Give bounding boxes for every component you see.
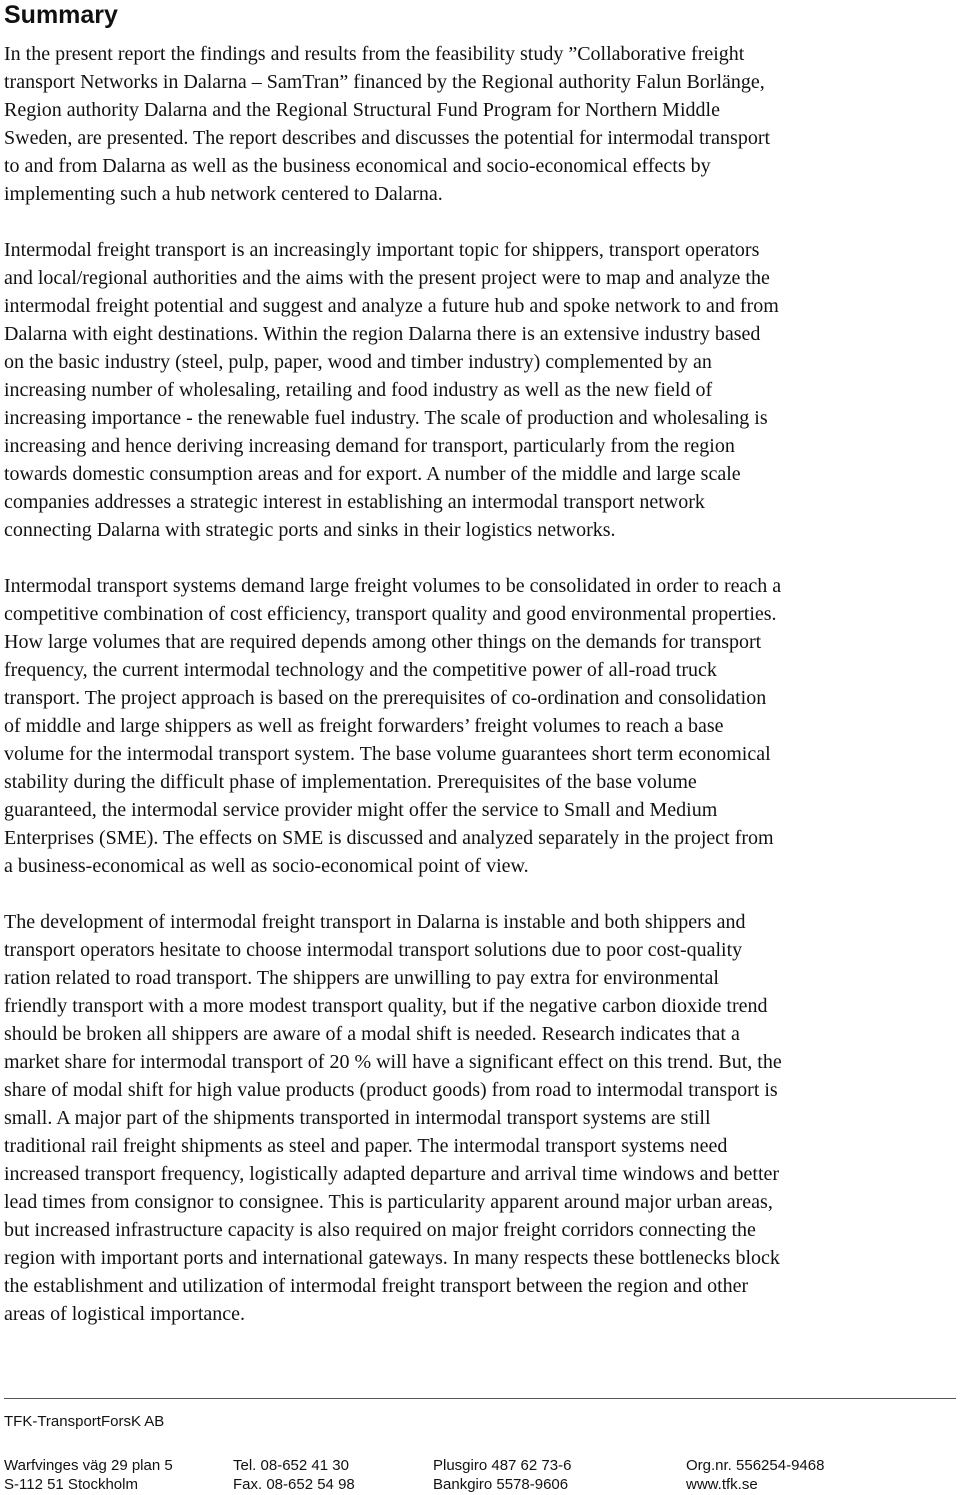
footer-contact [233,1456,355,1494]
section-heading: Summary [4,1,118,29]
footer-plusgiro: Plusgiro 487 62 73-6 [433,1457,572,1474]
footer-bankgiro: Bankgiro 5578-9606 [433,1476,569,1493]
footer-org-number: Org.nr. 556254-9468 [686,1457,825,1474]
footer-postal: S-112 51 Stockholm [4,1476,138,1493]
footer-phone: Tel. 08-652 41 30 [233,1457,349,1474]
footer-website-link[interactable]: www.tfk.se [686,1476,758,1493]
footer-street: Warfvinges väg 29 plan 5 [4,1457,173,1474]
footer-fax: Fax. 08-652 54 98 [233,1476,355,1493]
paragraph-3: Intermodal transport systems demand large freight volumes to be consolidated in order to reach a competitive combination of cost efficiency, transport quality and good environmental properties. How large volumes that are required depends among other things on the demands for transport frequency, the current intermodal technology and the competitive power of all-road truck transport. The project approach is based on the prerequisites of co-ordination and consolidation of middle and large shippers as well as freight forwarders’ freight volumes to reach a base volume for the intermodal transport system. The base volume guarantees short term economical stability during the difficult phase of implementation. Prerequisites of the base volume guaranteed, the intermodal service provider might offer the service to Small and Medium Enterprises (SME). The effects on SME is discussed and analyzed separately in the project from a business-economical as well as socio-economical point of view. [4,575,782,877]
paragraph-4: The development of intermodal freight transport in Dalarna is instable and both shippers and transport operators hesitate to choose intermodal transport solutions due to poor cost-quality ration related to road transport. The shippers are unwilling to pay extra for environmental friendly transport with a more modest transport quality, but if the negative carbon dioxide trend should be broken all shippers are aware of a modal shift is needed. Research indicates that a market share for intermodal transport of 20 % will have a significant effect on this trend. But, the share of modal shift for high value products (product goods) from road to intermodal transport is small. A major part of the shipments transported in intermodal transport systems are still traditional rail freight shipments as steel and paper. The intermodal transport systems need increased transport frequency, logistically adapted departure and arrival time windows and better lead times from consignor to consignee. This is particularity apparent around major urban areas, but increased infrastructure capacity is also required on major freight corridors connecting the region with important ports and international gateways. In many respects these bottlenecks block the establishment and utilization of intermodal freight transport between the region and other areas of logistical importance. [4,911,782,1325]
footer-address [4,1456,173,1494]
footer-org [686,1456,824,1494]
paragraph-2: Intermodal freight transport is an increasingly important topic for shippers, transport operators and local/regional authorities and the aims with the present project were to map and analyze the intermodal freight potential and suggest and analyze a future hub and spoke network to and from Dalarna with eight destinations. Within the region Dalarna there is an extensive industry based on the basic industry (steel, pulp, paper, wood and timber industry) complemented by an increasing number of wholesaling, retailing and food industry as well as the new field of increasing importance - the renewable fuel industry. The scale of production and wholesaling is increasing and hence deriving increasing demand for transport, particularly from the region towards domestic consumption areas and for export. A number of the middle and large scale companies addresses a strategic interest in establishing an intermodal transport network connecting Dalarna with strategic ports and sinks in their logistics networks. [4,239,779,541]
footer-divider [4,1398,956,1399]
footer-company-name: TFK-TransportForsK AB [4,1413,165,1430]
paragraph-1: In the present report the findings and results from the feasibility study ”Collaborative freight transport Networks in Dalarna – SamTran” financed by the Regional authority Falun Borlänge, Region authority Dalarna and the Regional Structural Fund Program for Northern Middle Sweden, are presented. The report describes and discusses the potential for intermodal transport to and from Dalarna as well as the business economical and socio-economical effects by implementing such a hub network centered to Dalarna. [4,43,771,205]
summary-body [4,40,956,1328]
footer-giro [433,1456,571,1494]
